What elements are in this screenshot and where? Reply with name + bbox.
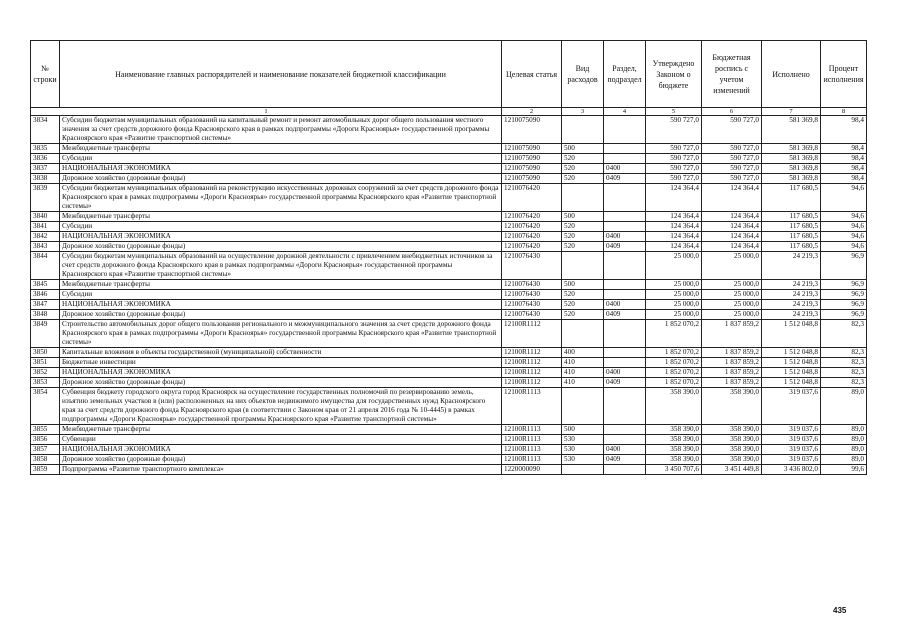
- row-executed-cell: 117 680,5: [762, 222, 821, 232]
- row-executed-cell: 319 037,6: [762, 445, 821, 455]
- row-name-cell: Межбюджетные трансферты: [60, 144, 502, 154]
- row-target-cell: 1210076420: [502, 212, 562, 222]
- row-number-cell: 3851: [31, 358, 60, 368]
- row-name-cell: Межбюджетные трансферты: [60, 212, 502, 222]
- row-section-cell: [604, 465, 646, 475]
- row-approved-cell: 124 364,4: [646, 184, 702, 212]
- row-percent-cell: 94,6: [821, 222, 867, 232]
- row-percent-cell: 82,3: [821, 348, 867, 358]
- row-name-cell: Субвенции: [60, 435, 502, 445]
- table-body: [31, 116, 867, 475]
- row-executed-cell: 581 369,8: [762, 154, 821, 164]
- row-target-cell: 1210076430: [502, 290, 562, 300]
- colnum-1: 1: [31, 108, 502, 116]
- row-percent-cell: 94,6: [821, 212, 867, 222]
- row-exp-type-cell: [562, 116, 604, 144]
- row-target-cell: 1220000090: [502, 465, 562, 475]
- row-name-cell: Дорожное хозяйство (дорожные фонды): [60, 242, 502, 252]
- row-name-cell: Субсидии бюджетам муниципальных образований на капитальный ремонт и ремонт автомобильных дорог общего пользования местного значения за счет средств дорожного фонда Красноярского края в рамках подпрограммы «Дороги Красноярья» государственной программы Красноярского края «Развитие транспортной системы»: [60, 116, 502, 144]
- colnum-6: 6: [702, 108, 762, 116]
- row-executed-cell: 3 436 802,0: [762, 465, 821, 475]
- row-executed-cell: 117 680,5: [762, 232, 821, 242]
- row-approved-cell: 1 852 070,2: [646, 378, 702, 388]
- table-row: [31, 252, 867, 280]
- row-approved-cell: 1 852 070,2: [646, 358, 702, 368]
- header-row: [31, 41, 867, 108]
- row-listing-cell: 1 837 859,2: [702, 320, 762, 348]
- table-row: [31, 435, 867, 445]
- row-listing-cell: 124 364,4: [702, 222, 762, 232]
- row-exp-type-cell: [562, 465, 604, 475]
- row-percent-cell: 82,3: [821, 358, 867, 368]
- row-section-cell: 0400: [604, 368, 646, 378]
- row-approved-cell: 590 727,0: [646, 164, 702, 174]
- row-listing-cell: 358 390,0: [702, 445, 762, 455]
- row-percent-cell: 89,0: [821, 445, 867, 455]
- row-number-cell: 3836: [31, 154, 60, 164]
- table-row: [31, 445, 867, 455]
- row-section-cell: 0409: [604, 174, 646, 184]
- row-exp-type-cell: 520: [562, 174, 604, 184]
- row-percent-cell: 89,0: [821, 388, 867, 425]
- row-approved-cell: 358 390,0: [646, 435, 702, 445]
- row-name-cell: Субсидии: [60, 222, 502, 232]
- row-exp-type-cell: 530: [562, 445, 604, 455]
- row-target-cell: 1210076430: [502, 280, 562, 290]
- row-listing-cell: 25 000,0: [702, 300, 762, 310]
- row-executed-cell: 24 219,3: [762, 290, 821, 300]
- row-approved-cell: 124 364,4: [646, 242, 702, 252]
- row-name-cell: Субсидии бюджетам муниципальных образований на реконструкцию искусственных дорожных сооружений за счет средств дорожного фонда Красноярского края в рамках подпрограммы «Дороги Красноярья» государственной программы Красноярского края «Развитие транспортной системы»: [60, 184, 502, 212]
- row-number-cell: 3848: [31, 310, 60, 320]
- row-executed-cell: 117 680,5: [762, 212, 821, 222]
- row-executed-cell: 24 219,3: [762, 310, 821, 320]
- row-section-cell: [604, 388, 646, 425]
- row-percent-cell: 98,4: [821, 154, 867, 164]
- row-name-cell: Дорожное хозяйство (дорожные фонды): [60, 378, 502, 388]
- row-executed-cell: 117 680,5: [762, 184, 821, 212]
- row-percent-cell: 82,3: [821, 378, 867, 388]
- row-number-cell: 3853: [31, 378, 60, 388]
- row-number-cell: 3837: [31, 164, 60, 174]
- row-listing-cell: 1 837 859,2: [702, 378, 762, 388]
- row-listing-cell: 358 390,0: [702, 425, 762, 435]
- row-executed-cell: 117 680,5: [762, 242, 821, 252]
- row-name-cell: Межбюджетные трансферты: [60, 425, 502, 435]
- row-section-cell: 0400: [604, 300, 646, 310]
- table-row: [31, 232, 867, 242]
- row-number-cell: 3835: [31, 144, 60, 154]
- row-target-cell: 1210076420: [502, 232, 562, 242]
- row-executed-cell: 319 037,6: [762, 455, 821, 465]
- row-section-cell: [604, 184, 646, 212]
- table-row: [31, 184, 867, 212]
- row-name-cell: Дорожное хозяйство (дорожные фонды): [60, 174, 502, 184]
- row-listing-cell: 124 364,4: [702, 232, 762, 242]
- row-target-cell: 12100R1112: [502, 368, 562, 378]
- table-row: [31, 300, 867, 310]
- row-number-cell: 3852: [31, 368, 60, 378]
- table-row: [31, 455, 867, 465]
- row-section-cell: 0400: [604, 232, 646, 242]
- row-exp-type-cell: 410: [562, 368, 604, 378]
- colnum-2: 2: [502, 108, 562, 116]
- table-row: [31, 465, 867, 475]
- colnum-8: 8: [821, 108, 867, 116]
- header-section: Раздел, подраздел: [604, 41, 646, 108]
- row-exp-type-cell: 520: [562, 222, 604, 232]
- row-section-cell: [604, 116, 646, 144]
- row-listing-cell: 590 727,0: [702, 144, 762, 154]
- row-number-cell: 3858: [31, 455, 60, 465]
- row-section-cell: [604, 222, 646, 232]
- row-section-cell: [604, 320, 646, 348]
- row-executed-cell: 319 037,6: [762, 425, 821, 435]
- row-exp-type-cell: 500: [562, 144, 604, 154]
- row-executed-cell: 24 219,3: [762, 280, 821, 290]
- row-listing-cell: 1 837 859,2: [702, 358, 762, 368]
- row-target-cell: 1210076420: [502, 242, 562, 252]
- row-percent-cell: 96,9: [821, 290, 867, 300]
- row-exp-type-cell: 520: [562, 310, 604, 320]
- row-target-cell: 1210075090: [502, 154, 562, 164]
- column-number-row: [31, 108, 867, 116]
- row-section-cell: [604, 154, 646, 164]
- table-row: [31, 144, 867, 154]
- header-row-no: № строки: [31, 41, 60, 108]
- row-section-cell: 0409: [604, 242, 646, 252]
- row-number-cell: 3834: [31, 116, 60, 144]
- row-name-cell: НАЦИОНАЛЬНАЯ ЭКОНОМИКА: [60, 232, 502, 242]
- row-listing-cell: 25 000,0: [702, 310, 762, 320]
- row-executed-cell: 581 369,8: [762, 174, 821, 184]
- row-approved-cell: 358 390,0: [646, 455, 702, 465]
- header-target: Целевая статья: [502, 41, 562, 108]
- row-listing-cell: 25 000,0: [702, 252, 762, 280]
- row-percent-cell: 94,6: [821, 242, 867, 252]
- row-number-cell: 3849: [31, 320, 60, 348]
- row-section-cell: [604, 144, 646, 154]
- row-section-cell: 0400: [604, 445, 646, 455]
- row-executed-cell: 319 037,6: [762, 388, 821, 425]
- row-target-cell: 1210075090: [502, 164, 562, 174]
- table-row: [31, 378, 867, 388]
- row-target-cell: 12100R1113: [502, 388, 562, 425]
- table-row: [31, 174, 867, 184]
- colnum-5: 5: [646, 108, 702, 116]
- row-approved-cell: 358 390,0: [646, 388, 702, 425]
- row-executed-cell: 1 512 048,8: [762, 378, 821, 388]
- row-name-cell: Субвенция бюджету городского округа город Красноярск на осуществление государственных полномочий по резервированию земель, изъятию земельных участков в (или) расположенных на них объектов недвижимого имущества для государственных нужд Красноярского края за счет средств дорожного фонда Красноярского края (в соответствии с Законом края от 21 апреля 2016 года № 10-4445) в рамках подпрограммы «Дороги Красноярья» государственной программы Красноярского края «Развитие транспортной системы»: [60, 388, 502, 425]
- row-approved-cell: 590 727,0: [646, 174, 702, 184]
- row-name-cell: Субсидии: [60, 290, 502, 300]
- row-section-cell: 0400: [604, 164, 646, 174]
- row-section-cell: [604, 425, 646, 435]
- row-executed-cell: 319 037,6: [762, 435, 821, 445]
- row-exp-type-cell: 500: [562, 212, 604, 222]
- table-row: [31, 368, 867, 378]
- row-percent-cell: 82,3: [821, 368, 867, 378]
- row-number-cell: 3859: [31, 465, 60, 475]
- row-section-cell: [604, 290, 646, 300]
- row-listing-cell: 358 390,0: [702, 388, 762, 425]
- row-target-cell: 1210075090: [502, 116, 562, 144]
- row-listing-cell: 590 727,0: [702, 154, 762, 164]
- row-approved-cell: 1 852 070,2: [646, 320, 702, 348]
- row-name-cell: Строительство автомобильных дорог общего пользования регионального и межмуниципального значения за счет средств дорожного фонда Красноярского края в рамках подпрограммы «Дороги Красноярья» государственной программы Красноярского края «Развитие транспортной системы»: [60, 320, 502, 348]
- table-row: [31, 242, 867, 252]
- row-executed-cell: 24 219,3: [762, 300, 821, 310]
- row-name-cell: Межбюджетные трансферты: [60, 280, 502, 290]
- table-row: [31, 280, 867, 290]
- row-number-cell: 3846: [31, 290, 60, 300]
- row-percent-cell: 98,4: [821, 144, 867, 154]
- row-approved-cell: 124 364,4: [646, 212, 702, 222]
- row-executed-cell: 1 512 048,8: [762, 368, 821, 378]
- row-section-cell: [604, 348, 646, 358]
- row-approved-cell: 1 852 070,2: [646, 368, 702, 378]
- row-exp-type-cell: 400: [562, 348, 604, 358]
- row-approved-cell: 358 390,0: [646, 445, 702, 455]
- table-row: [31, 116, 867, 144]
- row-percent-cell: 94,6: [821, 184, 867, 212]
- row-percent-cell: 96,9: [821, 280, 867, 290]
- row-number-cell: 3855: [31, 425, 60, 435]
- row-exp-type-cell: 410: [562, 378, 604, 388]
- row-target-cell: 1210076420: [502, 184, 562, 212]
- row-percent-cell: 98,4: [821, 174, 867, 184]
- row-section-cell: [604, 358, 646, 368]
- row-target-cell: 1210075090: [502, 144, 562, 154]
- row-approved-cell: 25 000,0: [646, 290, 702, 300]
- row-approved-cell: 25 000,0: [646, 252, 702, 280]
- row-listing-cell: 25 000,0: [702, 290, 762, 300]
- row-percent-cell: 96,9: [821, 310, 867, 320]
- row-listing-cell: 590 727,0: [702, 116, 762, 144]
- header-name: Наименование главных распорядителей и наименование показателей бюджетной классификации: [60, 41, 502, 108]
- row-exp-type-cell: 520: [562, 232, 604, 242]
- row-percent-cell: 94,6: [821, 232, 867, 242]
- row-name-cell: Подпрограмма «Развитие транспортного комплекса»: [60, 465, 502, 475]
- row-exp-type-cell: 520: [562, 290, 604, 300]
- row-percent-cell: 98,4: [821, 116, 867, 144]
- row-name-cell: Субсидии бюджетам муниципальных образований на осуществление дорожной деятельности с привлечением внебюджетных источников за счет средств дорожного фонда Красноярского края в рамках подпрограммы «Дороги Красноярья» государственной программы Красноярского края «Развитие транспортной системы»: [60, 252, 502, 280]
- row-percent-cell: 98,4: [821, 164, 867, 174]
- row-number-cell: 3844: [31, 252, 60, 280]
- row-section-cell: [604, 252, 646, 280]
- row-executed-cell: 581 369,8: [762, 116, 821, 144]
- row-executed-cell: 1 512 048,8: [762, 348, 821, 358]
- row-target-cell: 12100R1113: [502, 445, 562, 455]
- header-exp-type: Вид расходов: [562, 41, 604, 108]
- row-target-cell: 1210076420: [502, 222, 562, 232]
- row-percent-cell: 82,3: [821, 320, 867, 348]
- row-percent-cell: 96,9: [821, 300, 867, 310]
- row-number-cell: 3845: [31, 280, 60, 290]
- row-number-cell: 3841: [31, 222, 60, 232]
- row-approved-cell: 590 727,0: [646, 144, 702, 154]
- row-target-cell: 12100R1113: [502, 435, 562, 445]
- row-target-cell: 12100R1112: [502, 348, 562, 358]
- row-executed-cell: 1 512 048,8: [762, 320, 821, 348]
- row-executed-cell: 581 369,8: [762, 164, 821, 174]
- header-percent: Процент исполнения: [821, 41, 867, 108]
- row-listing-cell: 590 727,0: [702, 164, 762, 174]
- row-exp-type-cell: [562, 184, 604, 212]
- row-number-cell: 3857: [31, 445, 60, 455]
- row-listing-cell: 358 390,0: [702, 455, 762, 465]
- row-approved-cell: 1 852 070,2: [646, 348, 702, 358]
- row-approved-cell: 25 000,0: [646, 310, 702, 320]
- row-target-cell: 12100R1113: [502, 455, 562, 465]
- row-name-cell: Дорожное хозяйство (дорожные фонды): [60, 310, 502, 320]
- row-listing-cell: 124 364,4: [702, 212, 762, 222]
- row-section-cell: [604, 212, 646, 222]
- row-section-cell: 0409: [604, 455, 646, 465]
- row-target-cell: 1210076430: [502, 300, 562, 310]
- table-row: [31, 320, 867, 348]
- row-name-cell: НАЦИОНАЛЬНАЯ ЭКОНОМИКА: [60, 164, 502, 174]
- row-percent-cell: 89,0: [821, 435, 867, 445]
- table-row: [31, 310, 867, 320]
- row-number-cell: 3850: [31, 348, 60, 358]
- row-number-cell: 3840: [31, 212, 60, 222]
- table-row: [31, 290, 867, 300]
- header-listing: Бюджетная роспись с учетом изменений: [702, 41, 762, 108]
- row-name-cell: Капитальные вложения в объекты государственной (муниципальной) собственности: [60, 348, 502, 358]
- row-target-cell: 12100R1112: [502, 378, 562, 388]
- row-section-cell: 0409: [604, 310, 646, 320]
- row-exp-type-cell: 520: [562, 154, 604, 164]
- budget-sheet: [30, 40, 866, 475]
- row-approved-cell: 3 450 707,6: [646, 465, 702, 475]
- row-listing-cell: 1 837 859,2: [702, 348, 762, 358]
- row-approved-cell: 25 000,0: [646, 300, 702, 310]
- header-approved: Утверждено Законом о бюджете: [646, 41, 702, 108]
- colnum-4: 4: [604, 108, 646, 116]
- row-target-cell: 1210076430: [502, 252, 562, 280]
- row-target-cell: 12100R1112: [502, 320, 562, 348]
- row-number-cell: 3854: [31, 388, 60, 425]
- table-row: [31, 222, 867, 232]
- row-approved-cell: 590 727,0: [646, 154, 702, 164]
- row-exp-type-cell: 520: [562, 164, 604, 174]
- header-executed: Исполнено: [762, 41, 821, 108]
- row-approved-cell: 124 364,4: [646, 232, 702, 242]
- row-listing-cell: 124 364,4: [702, 242, 762, 252]
- row-target-cell: 12100R1113: [502, 425, 562, 435]
- row-listing-cell: 590 727,0: [702, 174, 762, 184]
- row-approved-cell: 124 364,4: [646, 222, 702, 232]
- row-exp-type-cell: [562, 320, 604, 348]
- row-listing-cell: 358 390,0: [702, 435, 762, 445]
- row-listing-cell: 3 451 449,8: [702, 465, 762, 475]
- row-executed-cell: 1 512 048,8: [762, 358, 821, 368]
- row-number-cell: 3838: [31, 174, 60, 184]
- row-approved-cell: 358 390,0: [646, 425, 702, 435]
- row-exp-type-cell: 500: [562, 280, 604, 290]
- row-number-cell: 3843: [31, 242, 60, 252]
- budget-table: [30, 40, 867, 475]
- row-exp-type-cell: [562, 388, 604, 425]
- row-exp-type-cell: 520: [562, 300, 604, 310]
- row-exp-type-cell: 520: [562, 242, 604, 252]
- row-exp-type-cell: 530: [562, 455, 604, 465]
- table-row: [31, 425, 867, 435]
- colnum-3: 3: [562, 108, 604, 116]
- row-approved-cell: 25 000,0: [646, 280, 702, 290]
- row-section-cell: [604, 280, 646, 290]
- row-name-cell: Бюджетные инвестиции: [60, 358, 502, 368]
- row-name-cell: НАЦИОНАЛЬНАЯ ЭКОНОМИКА: [60, 445, 502, 455]
- row-percent-cell: 89,0: [821, 425, 867, 435]
- row-executed-cell: 24 219,3: [762, 252, 821, 280]
- table-row: [31, 348, 867, 358]
- row-exp-type-cell: 500: [562, 425, 604, 435]
- row-listing-cell: 1 837 859,2: [702, 368, 762, 378]
- row-number-cell: 3856: [31, 435, 60, 445]
- row-section-cell: [604, 435, 646, 445]
- page-number: 435: [833, 606, 847, 615]
- row-target-cell: 1210075090: [502, 174, 562, 184]
- row-target-cell: 12100R1112: [502, 358, 562, 368]
- row-exp-type-cell: 410: [562, 358, 604, 368]
- row-percent-cell: 96,9: [821, 252, 867, 280]
- table-row: [31, 212, 867, 222]
- row-section-cell: 0409: [604, 378, 646, 388]
- row-name-cell: Дорожное хозяйство (дорожные фонды): [60, 455, 502, 465]
- row-exp-type-cell: 530: [562, 435, 604, 445]
- colnum-7: 7: [762, 108, 821, 116]
- row-listing-cell: 25 000,0: [702, 280, 762, 290]
- row-approved-cell: 590 727,0: [646, 116, 702, 144]
- row-executed-cell: 581 369,8: [762, 144, 821, 154]
- table-row: [31, 358, 867, 368]
- row-listing-cell: 124 364,4: [702, 184, 762, 212]
- row-number-cell: 3839: [31, 184, 60, 212]
- row-percent-cell: 89,0: [821, 455, 867, 465]
- row-percent-cell: 99,6: [821, 465, 867, 475]
- row-name-cell: Субсидии: [60, 154, 502, 164]
- row-target-cell: 1210076430: [502, 310, 562, 320]
- row-exp-type-cell: [562, 252, 604, 280]
- row-name-cell: НАЦИОНАЛЬНАЯ ЭКОНОМИКА: [60, 300, 502, 310]
- row-number-cell: 3842: [31, 232, 60, 242]
- row-number-cell: 3847: [31, 300, 60, 310]
- table-row: [31, 154, 867, 164]
- table-row: [31, 164, 867, 174]
- table-row: [31, 388, 867, 425]
- row-name-cell: НАЦИОНАЛЬНАЯ ЭКОНОМИКА: [60, 368, 502, 378]
